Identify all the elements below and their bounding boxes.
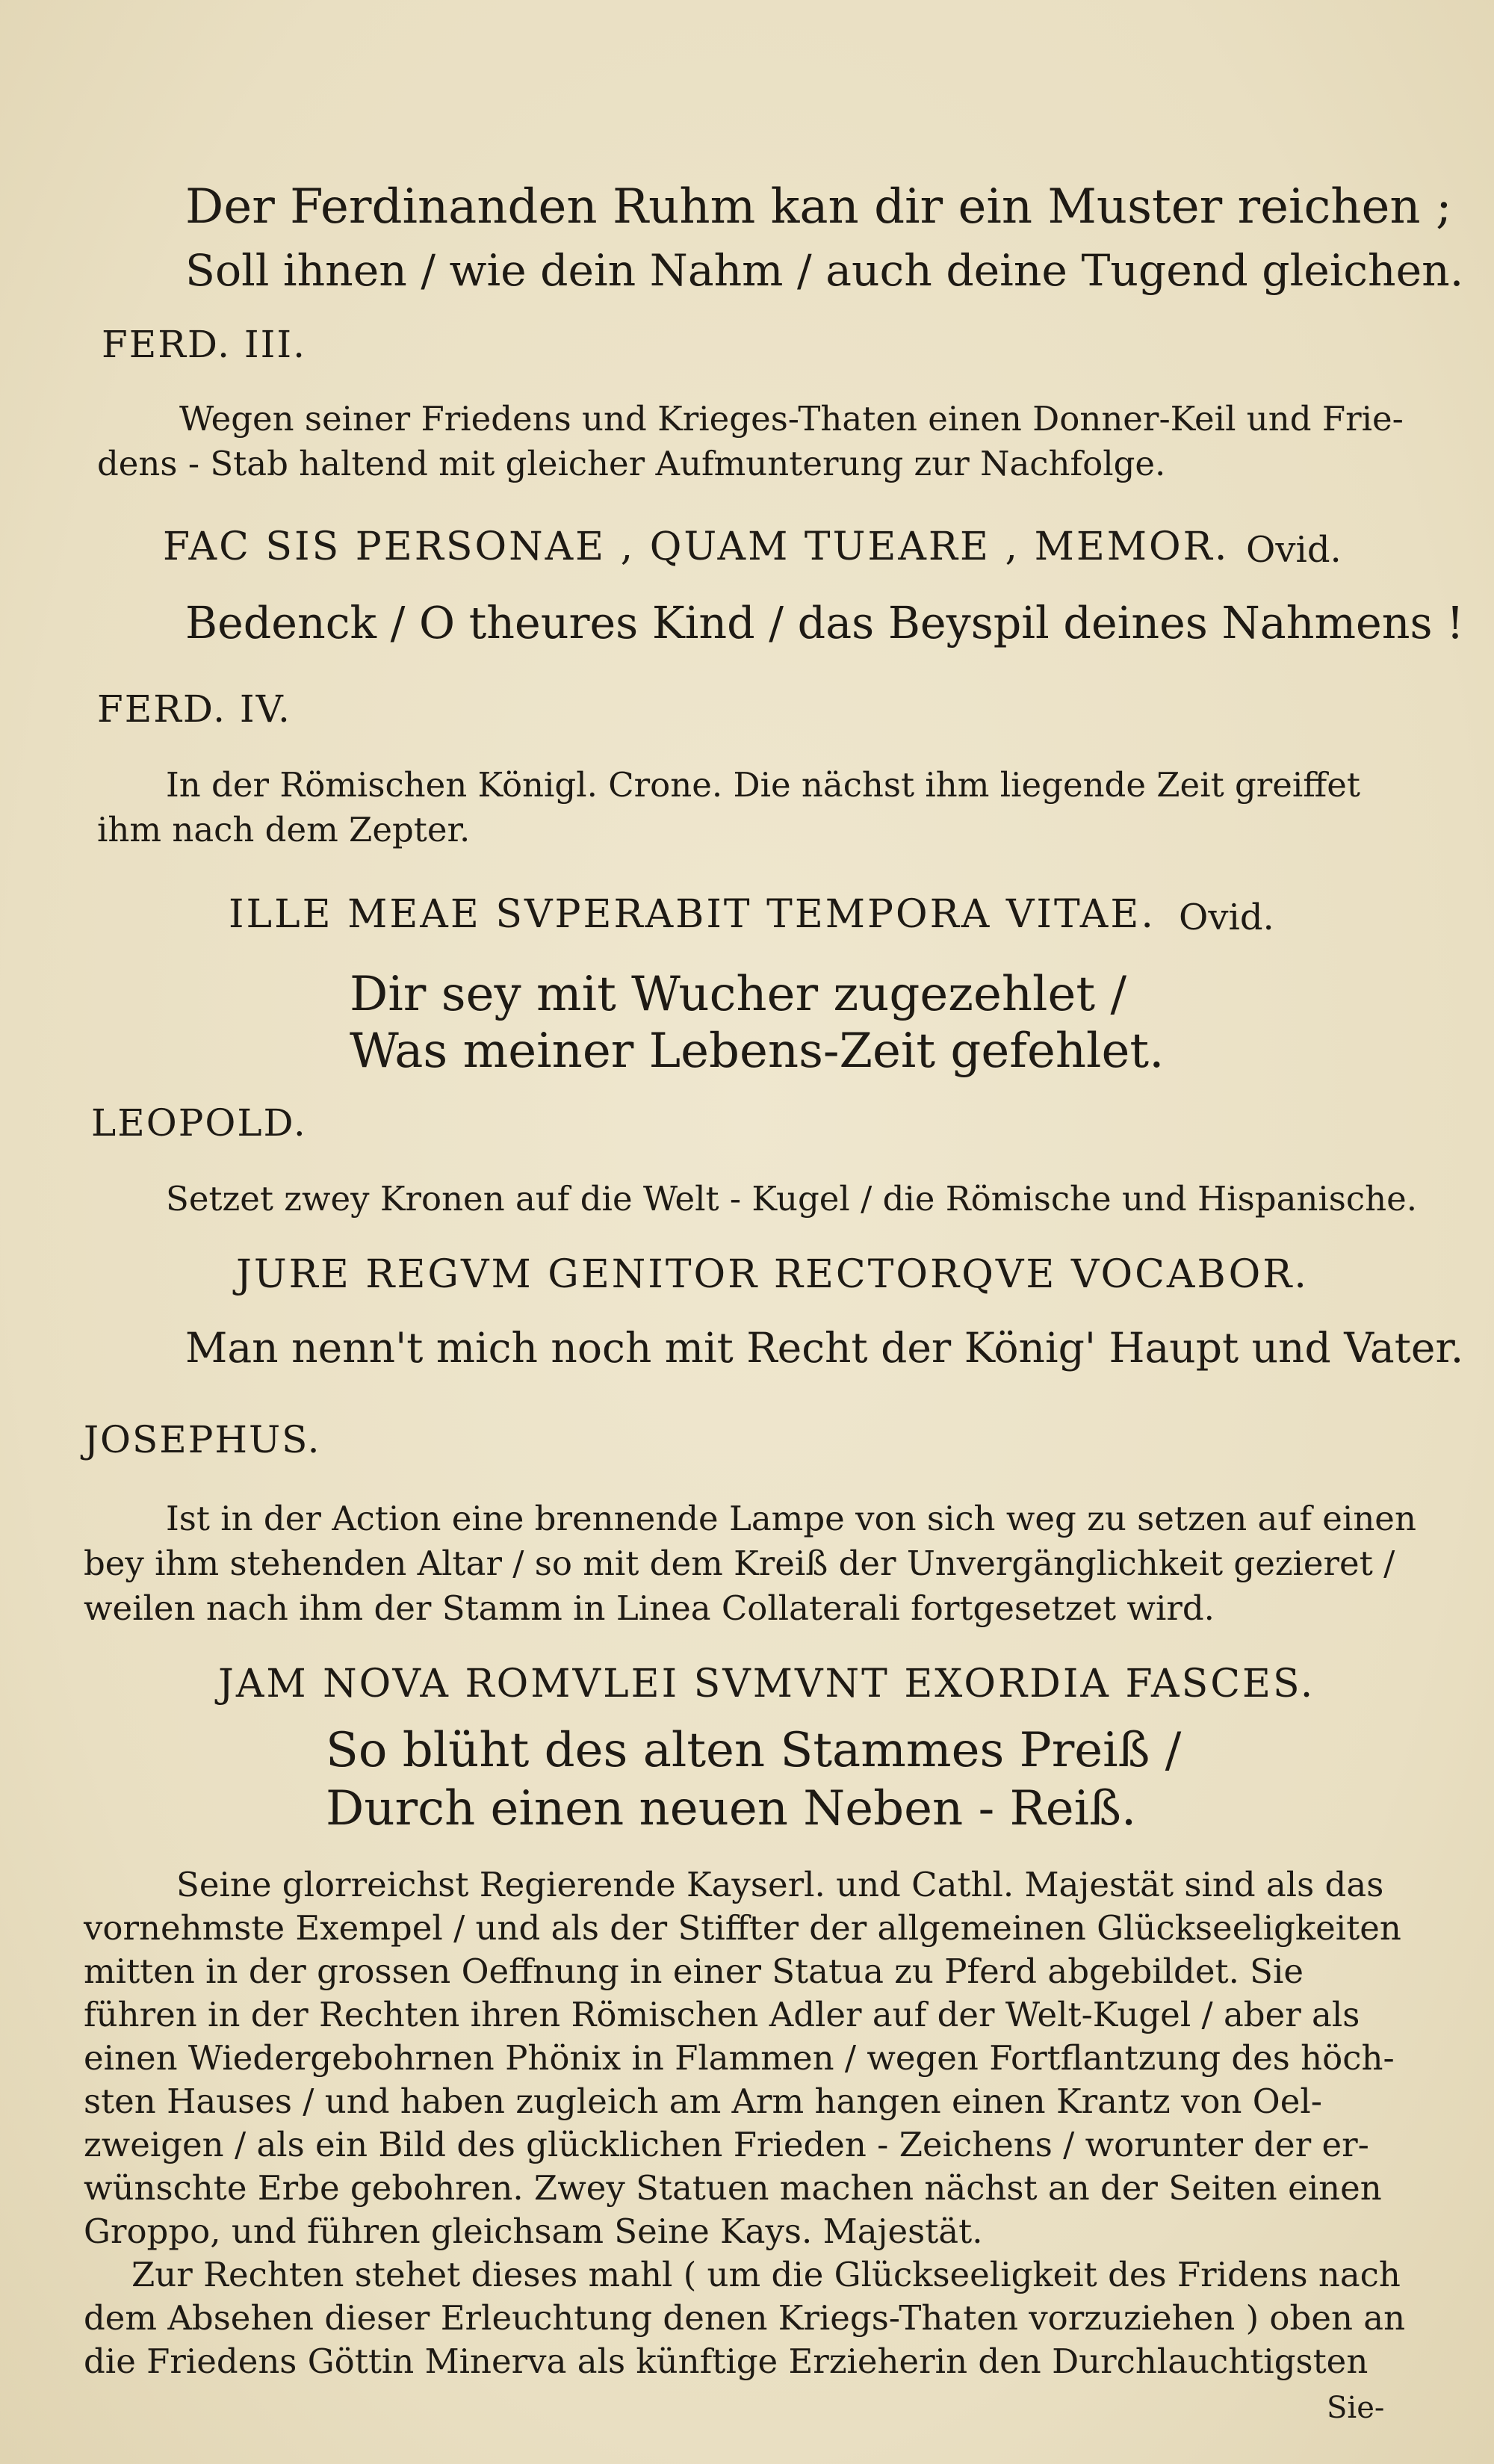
paragraph-line: Seine glorreichst Regierende Kayserl. und Cathl. Majestät sind als das: [176, 1865, 1384, 1904]
paragraph-line: Zur Rechten stehet dieses mahl ( um die Glückseeligkeit des Fridens nach: [131, 2255, 1401, 2294]
verse-line: Bedenck / O theures Kind / das Beyspil deines Nahmens !: [185, 598, 1464, 648]
section-heading-leopold: LEOPOLD.: [91, 1101, 307, 1145]
verse-line: Soll ihnen / wie dein Nahm / auch deine Tugend gleichen.: [185, 245, 1464, 296]
paragraph-line: zweigen / als ein Bild des glücklichen Frieden - Zeichens / worunter der er-: [84, 2125, 1369, 2164]
section-heading-ferd-iv: FERD. IV.: [97, 687, 291, 731]
paragraph-line: Groppo, und führen gleichsam Seine Kays. Majestät.: [84, 2211, 983, 2251]
section-heading-ferd-iii: FERD. III.: [102, 323, 307, 366]
description-line: Setzet zwey Kronen auf die Welt - Kugel / die Römische und Hispanische.: [166, 1179, 1417, 1219]
paragraph-line: wünschte Erbe gebohren. Zwey Statuen machen nächst an der Seiten einen: [84, 2168, 1382, 2208]
description-line: bey ihm stehenden Altar / so mit dem Kreiß der Unvergänglichkeit gezieret /: [84, 1544, 1395, 1583]
paragraph-line: führen in der Rechten ihren Römischen Adler auf der Welt-Kugel / aber als: [84, 1995, 1360, 2034]
section-heading-josephus: JOSEPHUS.: [84, 1418, 321, 1461]
description-line: Wegen seiner Friedens und Krieges-Thaten einen Donner-Keil und Frie-: [179, 399, 1404, 439]
description-line: ihm nach dem Zepter.: [97, 810, 471, 849]
description-line: Ist in der Action eine brennende Lampe von sich weg zu setzen auf einen: [166, 1499, 1416, 1538]
paragraph-line: mitten in der grossen Oeffnung in einer Statua zu Pferd abgebildet. Sie: [84, 1951, 1304, 1991]
description-line: dens - Stab haltend mit gleicher Aufmunterung zur Nachfolge.: [97, 444, 1166, 483]
verse-line: Der Ferdinanden Ruhm kan dir ein Muster reichen ;: [185, 179, 1452, 235]
catchword: Sie-: [1327, 2391, 1385, 2425]
verse-line: Was meiner Lebens-Zeit gefehlet.: [350, 1024, 1165, 1079]
motto-source: Ovid.: [1246, 529, 1342, 571]
verse-line: Man nenn't mich noch mit Recht der König' Haupt und Vater.: [185, 1324, 1464, 1372]
motto-source: Ovid.: [1179, 897, 1274, 938]
paragraph-line: sten Hauses / und haben zugleich am Arm hangen einen Krantz von Oel-: [84, 2081, 1322, 2121]
latin-motto: FAC SIS PERSONAE , QUAM TUEARE , MEMOR.: [163, 524, 1230, 569]
latin-motto: JAM NOVA ROMVLEI SVMVNT EXORDIA FASCES.: [218, 1662, 1315, 1706]
paragraph-line: die Friedens Göttin Minerva als künftige Erzieherin den Durchlauchtigsten: [84, 2341, 1369, 2381]
verse-line: Dir sey mit Wucher zugezehlet /: [350, 967, 1126, 1022]
paragraph-line: dem Absehen dieser Erleuchtung denen Kriegs-Thaten vorzuziehen ) oben an: [84, 2298, 1406, 2338]
description-line: In der Römischen Königl. Crone. Die nächst ihm liegende Zeit greiffet: [166, 765, 1360, 805]
verse-line: So blüht des alten Stammes Preiß /: [326, 1723, 1182, 1778]
latin-motto: ILLE MEAE SVPERABIT TEMPORA VITAE.: [229, 892, 1156, 937]
description-line: weilen nach ihm der Stamm in Linea Collaterali fortgesetzet wird.: [84, 1588, 1215, 1628]
latin-motto: JURE REGVM GENITOR RECTORQVE VOCABOR.: [236, 1252, 1309, 1297]
paragraph-line: einen Wiedergebohrnen Phönix in Flammen / wegen Fortflantzung des höch-: [84, 2038, 1395, 2078]
verse-line: Durch einen neuen Neben - Reiß.: [326, 1781, 1137, 1836]
paragraph-line: vornehmste Exempel / und als der Stiffter der allgemeinen Glückseeligkeiten: [84, 1908, 1401, 1948]
